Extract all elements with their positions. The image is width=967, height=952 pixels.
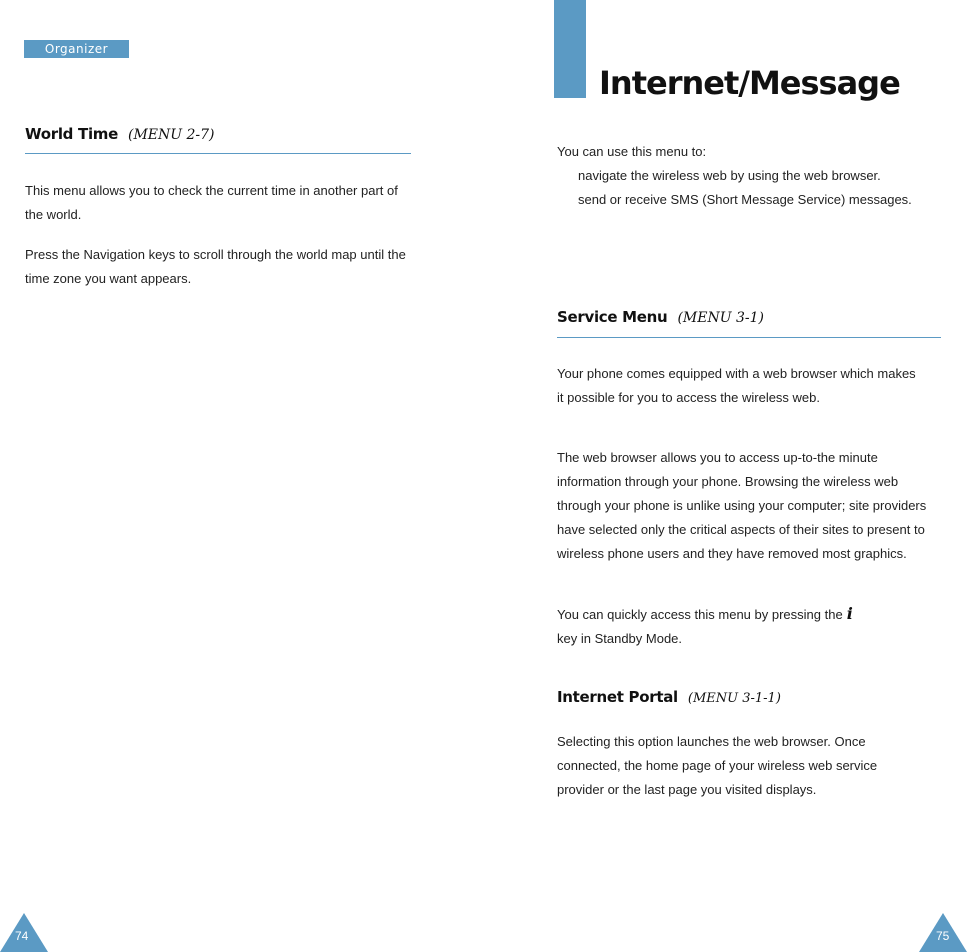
chapter-title: Internet/Message [599,64,900,102]
feature-list [578,164,923,212]
paragraph-text: key in Standby Mode. [557,631,683,646]
internet-portal-heading [557,688,781,707]
internet-portal-paragraph: Selecting this option launches the web browser. Once connected, the home page of your wireless web service provider or the last page you visited displays. [557,734,878,797]
heading-title: World Time [25,125,118,143]
world-time-paragraph: Press the Navigation keys to scroll through the world map until the time zone you want appears. [25,247,406,286]
world-time-paragraph: This menu allows you to check the current time in another part of the world. [25,183,398,222]
chapter-accent-bar [554,0,586,98]
world-time-heading [25,125,215,144]
info-key-icon: i [846,604,853,623]
list-item: navigate the wireless web by using the web browser. [578,168,881,183]
heading-menu-code: (MENU 3-1) [677,310,764,326]
heading-menu-code: (MENU 3-1-1) [687,691,781,706]
left-page [0,0,483,952]
heading-title: Internet Portal [557,688,678,706]
heading-title: Service Menu [557,308,668,326]
service-menu-paragraph: The web browser allows you to access up-to-the minute information through your phone. Browsing the wireless web through your phone is unlike using your computer; site providers have selected only the critical aspects of their sites to present to wireless phone users and they have removed most graphics. [557,450,927,561]
service-menu-heading [557,308,764,327]
page-number: 74 [15,929,29,943]
intro-text: You can use this menu to: [557,144,707,159]
right-page [483,0,967,952]
list-item: send or receive SMS (Short Message Service) messages. [578,192,912,207]
service-menu-paragraph [557,602,947,651]
paragraph-text: You can quickly access this menu by pressing the [557,607,843,622]
heading-rule [557,337,941,338]
heading-menu-code: (MENU 2-7) [128,127,215,143]
service-menu-paragraph: Your phone comes equipped with a web browser which makes it possible for you to access the wireless web. [557,366,916,405]
section-tab: Organizer [24,40,129,58]
page-number: 75 [936,929,950,943]
heading-rule [25,153,411,154]
